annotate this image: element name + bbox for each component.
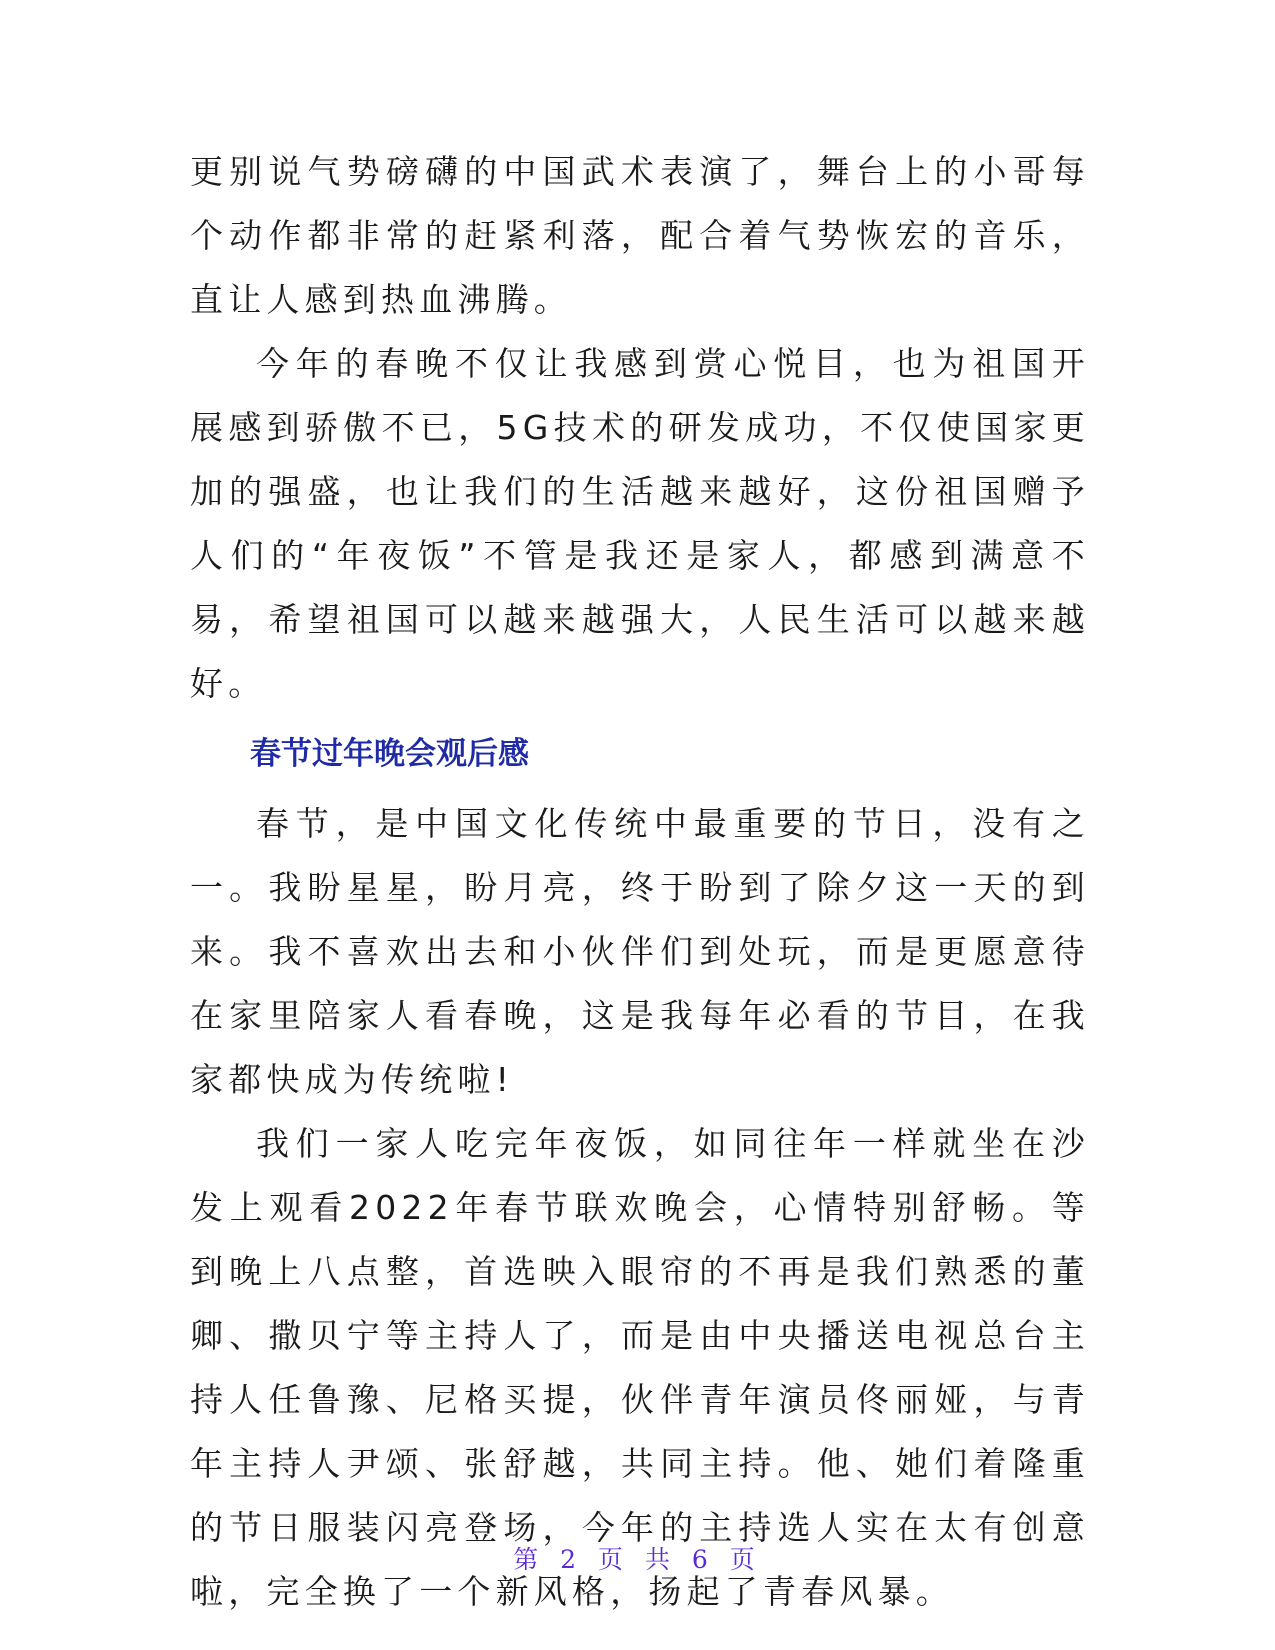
- section-heading: 春节过年晚会观后感: [250, 736, 529, 772]
- paragraph-gala-hosts: 我们一家人吃完年夜饭，如同往年一样就坐在沙发上观看2022年春节联欢晚会，心情特别舒畅。等到晚上八点整，首选映入眼帘的不再是我们熟悉的董卿、撒贝宁等主持人了，而是由中央播送电视总台主持人任鲁豫、尼格买提，伙伴青年演员佟丽娅，与青年主持人尹颂、张舒越，共同主持。他、她们着隆重的节日服装闪亮登场，今年的主持选人实在太有创意啦，完全换了一个新风格，扬起了青春风暴。: [190, 1124, 1090, 1611]
- document-body: [190, 140, 1090, 1624]
- page-number-footer: 第 2 页 共 6 页: [513, 1545, 762, 1574]
- paragraph-continued: 更别说气势磅礴的中国武术表演了，舞台上的小哥每个动作都非常的赶紧利落，配合着气势恢宏的音乐，直让人感到热血沸腾。: [190, 152, 1090, 319]
- paragraph-spring-festival: 春节，是中国文化传统中最重要的节日，没有之一。我盼星星，盼月亮，终于盼到了除夕这一天的到来。我不喜欢出去和小伙伴们到处玩，而是更愿意待在家里陪家人看春晚，这是我每年必看的节目，在我家都快成为传统啦!: [190, 804, 1090, 1099]
- paragraph-spring-gala-pride: 今年的春晚不仅让我感到赏心悦目，也为祖国开展感到骄傲不已，5G技术的研发成功，不仅使国家更加的强盛，也让我们的生活越来越好，这份祖国赠予人们的“年夜饭”不管是我还是家人，都感到满意不易，希望祖国可以越来越强大，人民生活可以越来越好。: [190, 344, 1090, 703]
